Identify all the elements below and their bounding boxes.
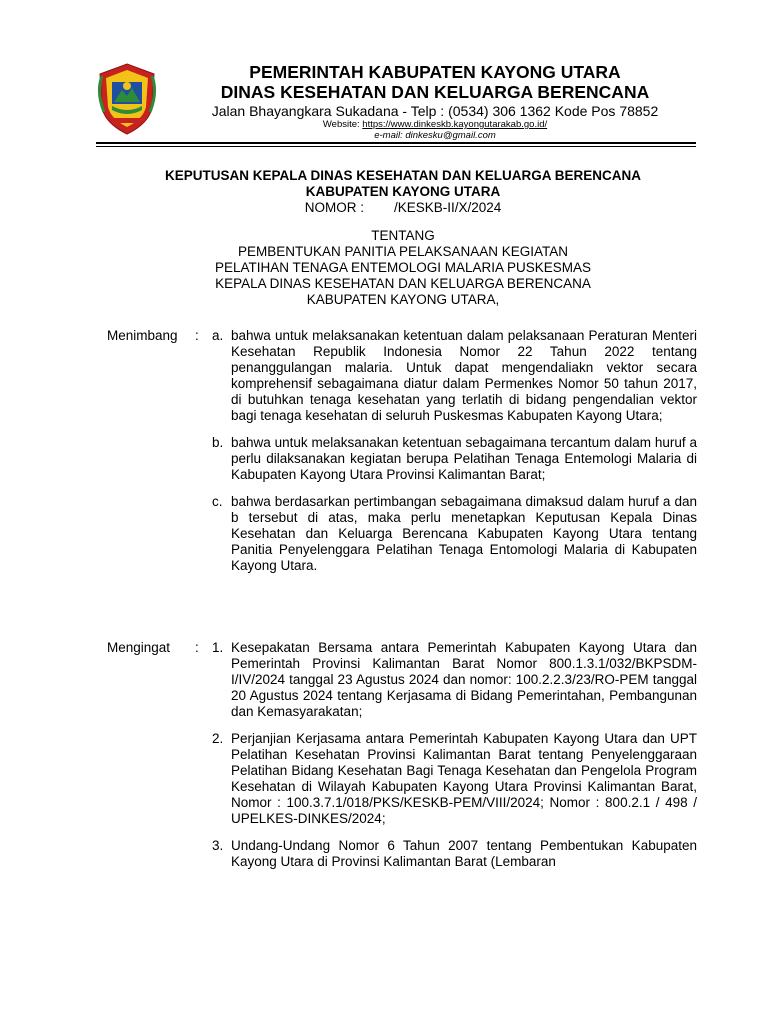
- section-colon: :: [195, 328, 199, 343]
- list-item: [212, 838, 697, 870]
- item-text: Undang-Undang Nomor 6 Tahun 2007 tentang Pembentukan Kabupaten Kayong Utara di Provinsi Kalimantan Barat (Lembaran: [231, 838, 697, 869]
- item-text: bahwa untuk melaksanakan ketentuan dalam pelaksanaan Peraturan Menteri Kesehatan Republik Indonesia Nomor 22 Tahun 2022 tentang penanggulangan malaria. Untuk dapat mengendaliakn vektor secara komprehensif sebagaimana diatur dalam Permenkes Nomor 50 tahun 2017, di butuhkan tenaga kesehatan yang terlatih di bidang pengendalian vektor bagi tenaga kesehatan di seluruh Puskesmas Kabupaten Kayong Utara;: [231, 328, 697, 423]
- letterhead-divider-thin: [96, 146, 696, 147]
- item-marker: 3.: [212, 838, 224, 853]
- website-label: Website:: [322, 119, 363, 130]
- decree-title: [96, 168, 710, 216]
- letterhead-address: Jalan Bhayangkara Sukadana - Telp : (0534) 306 1362 Kode Pos 78852: [211, 103, 659, 119]
- section-mengingat: [107, 640, 697, 881]
- item-marker: 1.: [212, 640, 224, 655]
- list-item: [212, 435, 697, 483]
- decree-subject: [96, 228, 710, 308]
- subject-heading: TENTANG: [371, 228, 435, 243]
- item-text: Perjanjian Kerjasama antara Pemerintah Kabupaten Kayong Utara dan UPT Pelatihan Kesehatan Provinsi Kalimantan Barat tentang Penyelenggaraan Pelatihan Bidang Kesehatan Bagi Tenaga Kesehatan dan Pengelola Program Kesehatan di Wilayah Kabupaten Kayong Utara Provinsi Kalimantan Barat, Nomor : 100.3.7.1/018/PKS/KESKB-PEM/VIII/2024; Nomor : 800.2.1 / 498 / UPELKES-DINKES/2024;: [231, 731, 697, 826]
- item-marker: c.: [212, 494, 223, 509]
- letterhead-government: PEMERINTAH KABUPATEN KAYONG UTARA: [249, 62, 621, 82]
- item-text: bahwa berdasarkan pertimbangan sebagaimana dimaksud dalam huruf a dan b tersebut di atas, maka perlu menetapkan Keputusan Kepala Dinas Kesehatan dan Keluarga Berencana Kabupaten Kayong Utara tentang Panitia Penyelenggara Pelatihan Tenaga Entomologi Malaria di Kabupaten Kayong Utara.: [231, 494, 697, 573]
- decree-title-line2: KABUPATEN KAYONG UTARA: [305, 184, 501, 199]
- subject-line3: KEPALA DINAS KESEHATAN DAN KELUARGA BERENCANA: [215, 276, 591, 291]
- decree-number: NOMOR : /KESKB-II/X/2024: [304, 200, 502, 215]
- letterhead: [170, 62, 700, 141]
- letterhead-divider-thick: [96, 142, 696, 144]
- item-text: bahwa untuk melaksanakan ketentuan sebagaimana tercantum dalam huruf a perlu dilaksanakan kegiatan berupa Pelatihan Tenaga Entemologi Malaria di Kabupaten Kayong Utara Provinsi Kalimantan Barat;: [231, 435, 697, 482]
- subject-line2: PELATIHAN TENAGA ENTEMOLOGI MALARIA PUSKESMAS: [214, 260, 592, 275]
- subject-line1: PEMBENTUKAN PANITIA PELAKSANAAN KEGIATAN: [237, 244, 569, 259]
- item-marker: 2.: [212, 731, 224, 746]
- website-link[interactable]: https://www.dinkeskb.kayongutarakab.go.id/: [362, 119, 548, 130]
- section-colon: :: [195, 640, 199, 655]
- list-item: [212, 494, 697, 574]
- letterhead-agency: DINAS KESEHATAN DAN KELUARGA BERENCANA: [220, 82, 650, 102]
- section-menimbang: [107, 328, 697, 585]
- decree-title-line1: KEPUTUSAN KEPALA DINAS KESEHATAN DAN KELUARGA BERENCANA: [164, 168, 641, 183]
- letterhead-email: e-mail: dinkesku@gmail.com: [374, 130, 496, 141]
- item-marker: a.: [212, 328, 224, 343]
- section-label: Menimbang: [107, 328, 178, 343]
- item-marker: b.: [212, 435, 224, 450]
- list-item: [212, 328, 697, 424]
- letterhead-website: [170, 119, 700, 130]
- item-text: Kesepakatan Bersama antara Pemerintah Kabupaten Kayong Utara dan Pemerintah Provinsi Kalimantan Barat Nomor 800.1.3.1/032/BKPSDM-I/IV/2024 tanggal 23 Agustus 2024 dan nomor: 100.2.2.3/23/RO-PEM tanggal 20 Agustus 2024 tentang Kerjasama di Bidang Pemerintahan, Pembangunan dan Kemasyarakatan;: [231, 640, 697, 719]
- regency-emblem-icon: [96, 62, 158, 136]
- list-item: [212, 640, 697, 720]
- subject-line4: KABUPATEN KAYONG UTARA,: [306, 292, 500, 307]
- list-item: [212, 731, 697, 827]
- section-label: Mengingat: [107, 640, 171, 655]
